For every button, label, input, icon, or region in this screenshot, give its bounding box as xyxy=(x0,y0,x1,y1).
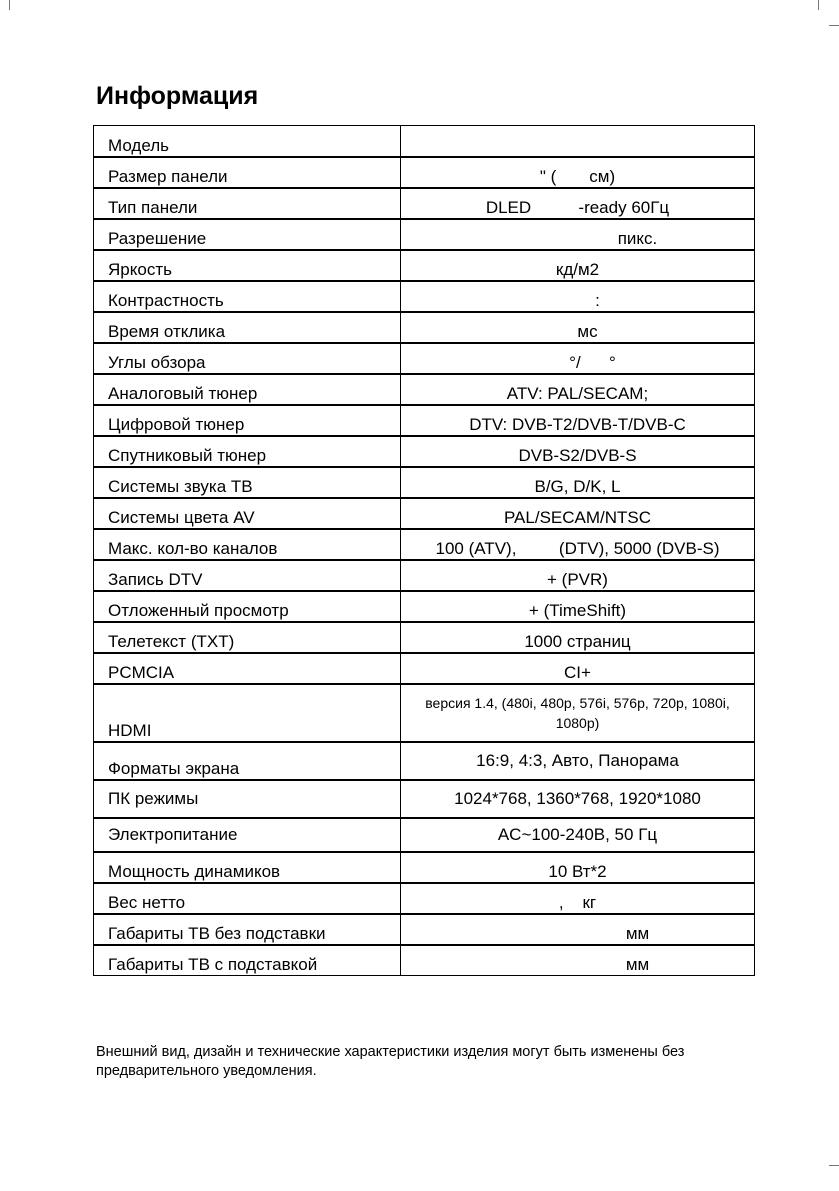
spec-label: Мощность динамиков xyxy=(94,852,401,883)
spec-label: Размер панели xyxy=(94,157,401,188)
spec-label: Электропитание xyxy=(94,818,401,852)
spec-value: 100 (ATV), (DTV), 5000 (DVB-S) xyxy=(401,529,755,560)
page-title: Информация xyxy=(96,82,259,110)
spec-value: DVB-S2/DVB-S xyxy=(401,436,755,467)
spec-value: °/ ° xyxy=(401,343,755,374)
spec-label: Запись DTV xyxy=(94,560,401,591)
spec-label: Макс. кол-во каналов xyxy=(94,529,401,560)
spec-value: + (PVR) xyxy=(401,560,755,591)
spec-label: Форматы экрана xyxy=(94,742,401,780)
disclaimer-note: Внешний вид, дизайн и технические характеристики изделия могут быть изменены без предварительного уведомления. xyxy=(96,1044,685,1079)
table-row xyxy=(94,945,755,976)
spec-table xyxy=(93,125,755,976)
spec-label: Углы обзора xyxy=(94,343,401,374)
spec-label: Вес нетто xyxy=(94,883,401,914)
spec-label: Габариты ТВ без подставки xyxy=(94,914,401,945)
spec-label: Яркость xyxy=(94,250,401,281)
table-row xyxy=(94,622,755,653)
crop-mark-right-lower xyxy=(829,1165,839,1166)
table-row xyxy=(94,467,755,498)
table-row xyxy=(94,126,755,157)
spec-label: Разрешение xyxy=(94,219,401,250)
table-row xyxy=(94,219,755,250)
table-row xyxy=(94,436,755,467)
table-row xyxy=(94,343,755,374)
spec-value: PAL/SECAM/NTSC xyxy=(401,498,755,529)
spec-label: ПК режимы xyxy=(94,780,401,818)
spec-value xyxy=(401,126,755,157)
crop-mark-top-left xyxy=(9,0,10,10)
spec-value: версия 1.4, (480i, 480p, 576i, 576p, 720p, 1080i, 1080p) xyxy=(401,684,755,742)
table-row xyxy=(94,374,755,405)
spec-value: " ( см) xyxy=(401,157,755,188)
spec-value: , кг xyxy=(401,883,755,914)
spec-value: ATV: PAL/SECAM; xyxy=(401,374,755,405)
spec-value: 16:9, 4:3, Авто, Панорама xyxy=(401,742,755,780)
spec-label: PCMCIA xyxy=(94,653,401,684)
table-row xyxy=(94,780,755,818)
crop-mark-top-right xyxy=(818,0,819,10)
table-row xyxy=(94,188,755,219)
spec-value: мс xyxy=(401,312,755,343)
table-row xyxy=(94,498,755,529)
table-row xyxy=(94,405,755,436)
table-row xyxy=(94,591,755,622)
spec-value: + (TimeShift) xyxy=(401,591,755,622)
spec-label: Контрастность xyxy=(94,281,401,312)
table-row xyxy=(94,818,755,852)
spec-label: Системы звука ТВ xyxy=(94,467,401,498)
table-row xyxy=(94,653,755,684)
spec-label: Цифровой тюнер xyxy=(94,405,401,436)
spec-label: Тип панели xyxy=(94,188,401,219)
spec-value: пикс. xyxy=(401,219,755,250)
crop-mark-right xyxy=(829,25,839,26)
spec-value: AC~100-240В, 50 Гц xyxy=(401,818,755,852)
table-row xyxy=(94,157,755,188)
spec-value: кд/м2 xyxy=(401,250,755,281)
spec-label: Спутниковый тюнер xyxy=(94,436,401,467)
spec-value: мм xyxy=(401,945,755,976)
spec-label: Отложенный просмотр xyxy=(94,591,401,622)
table-row xyxy=(94,281,755,312)
spec-label: Модель xyxy=(94,126,401,157)
spec-label: Время отклика xyxy=(94,312,401,343)
spec-value: B/G, D/K, L xyxy=(401,467,755,498)
table-row xyxy=(94,914,755,945)
table-row xyxy=(94,684,755,742)
spec-value: DTV: DVB-T2/DVB-T/DVB-C xyxy=(401,405,755,436)
spec-label: Аналоговый тюнер xyxy=(94,374,401,405)
table-row xyxy=(94,852,755,883)
spec-value: : xyxy=(401,281,755,312)
spec-value: 1000 страниц xyxy=(401,622,755,653)
table-row xyxy=(94,312,755,343)
table-row xyxy=(94,742,755,780)
table-row xyxy=(94,250,755,281)
table-row xyxy=(94,529,755,560)
spec-label: HDMI xyxy=(94,684,401,742)
spec-label: Телетекст (TXT) xyxy=(94,622,401,653)
spec-value: CI+ xyxy=(401,653,755,684)
spec-value: 1024*768, 1360*768, 1920*1080 xyxy=(401,780,755,818)
spec-value: мм xyxy=(401,914,755,945)
spec-label: Габариты ТВ с подставкой xyxy=(94,945,401,976)
spec-label: Системы цвета AV xyxy=(94,498,401,529)
spec-value: 10 Вт*2 xyxy=(401,852,755,883)
table-row xyxy=(94,560,755,591)
table-row xyxy=(94,883,755,914)
spec-value: DLED -ready 60Гц xyxy=(401,188,755,219)
